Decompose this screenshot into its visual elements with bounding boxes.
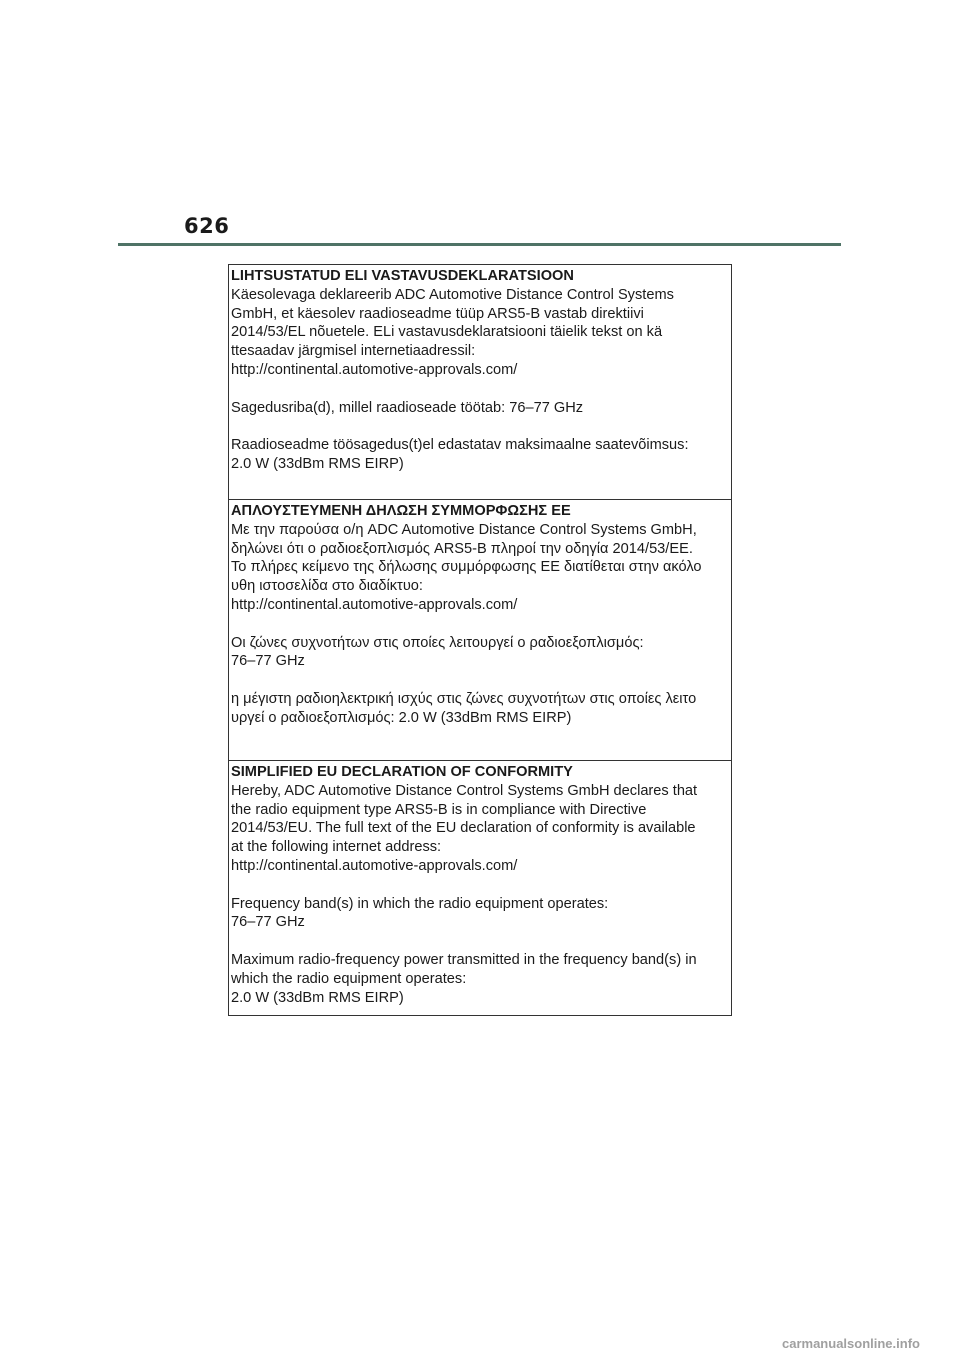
text-line: ttesaadav järgmisel internetiaadressil: (231, 343, 476, 360)
url-text: http://continental.automotive-approvals.com/ (231, 857, 518, 874)
declaration-box (228, 264, 732, 1016)
text-line: Το πλήρες κείμενο της δήλωσης συμμόρφωσης ΕΕ διατίθεται στην ακόλο (231, 559, 702, 576)
text-line: 76–77 GHz (231, 653, 305, 670)
text-line: Οι ζώνες συχνοτήτων στις οποίες λειτουργεί ο ραδιοεξοπλισμός: (231, 634, 644, 651)
text-line: 2.0 W (33dBm RMS EIRP) (231, 455, 404, 472)
text-line: Hereby, ADC Automotive Distance Control Systems GmbH declares that (231, 782, 698, 799)
paragraph-gap (231, 671, 729, 690)
paragraph-gap (231, 380, 729, 399)
text-line: Maximum radio-frequency power transmitted in the frequency band(s) in (231, 951, 697, 968)
text-line: Frequency band(s) in which the radio equipment operates: (231, 895, 609, 912)
paragraph-gap (231, 932, 729, 951)
text-line: the radio equipment type ARS5-B is in compliance with Directive (231, 801, 647, 818)
text-line: which the radio equipment operates: (231, 970, 467, 987)
section-title: LIHTSUSTATUD ELI VASTAVUSDEKLARATSIOON (231, 268, 574, 284)
text-line: 2014/53/EL nõuetele. ELi vastavusdeklaratsiooni täielik tekst on kä (231, 324, 663, 341)
declaration-section-estonian (229, 265, 731, 500)
text-line: η μέγιστη ραδιοηλεκτρική ισχύς στις ζώνες συχνοτήτων στις οποίες λειτο (231, 690, 697, 707)
text-line: Sagedusriba(d), millel raadioseade töötab: 76–77 GHz (231, 399, 584, 416)
text-line: 2.0 W (33dBm RMS EIRP) (231, 989, 404, 1006)
section-title: ΑΠΛΟΥΣΤΕΥΜΕΝΗ ΔΗΛΩΣΗ ΣΥΜΜΟΡΦΩΣΗΣ ΕΕ (231, 503, 571, 519)
text-line: 2014/53/EU. The full text of the EU declaration of conformity is available (231, 820, 696, 837)
text-line: 76–77 GHz (231, 914, 305, 931)
declaration-section-greek (229, 500, 731, 761)
text-line: GmbH, et käesolev raadioseadme tüüp ARS5-B vastab direktiivi (231, 305, 644, 322)
section-title: SIMPLIFIED EU DECLARATION OF CONFORMITY (231, 764, 573, 780)
paragraph-gap (231, 876, 729, 895)
text-line: Käesolevaga deklareerib ADC Automotive Distance Control Systems (231, 286, 674, 303)
text-line: υθη ιστοσελίδα στο διαδίκτυο: (231, 578, 423, 595)
url-text: http://continental.automotive-approvals.com/ (231, 596, 518, 613)
footer-watermark: carmanualsonline.info (782, 1336, 920, 1351)
text-line: δηλώνει ότι ο ραδιοεξοπλισμός ARS5-B πληροί την οδηγία 2014/53/ΕΕ. (231, 540, 693, 557)
paragraph-gap (231, 417, 729, 436)
declaration-section-english (229, 761, 731, 1015)
page-number: 626 (184, 214, 230, 238)
text-line: Raadioseadme töösagedus(t)el edastatav maksimaalne saatevõimsus: (231, 437, 689, 454)
text-line: υργεί ο ραδιοεξοπλισμός: 2.0 W (33dBm RMS EIRP) (231, 709, 572, 726)
header-divider (118, 243, 841, 246)
text-line: Με την παρούσα ο/η ADC Automotive Distance Control Systems GmbH, (231, 521, 697, 538)
text-line: at the following internet address: (231, 839, 442, 856)
paragraph-gap (231, 615, 729, 634)
url-text: http://continental.automotive-approvals.com/ (231, 361, 518, 378)
